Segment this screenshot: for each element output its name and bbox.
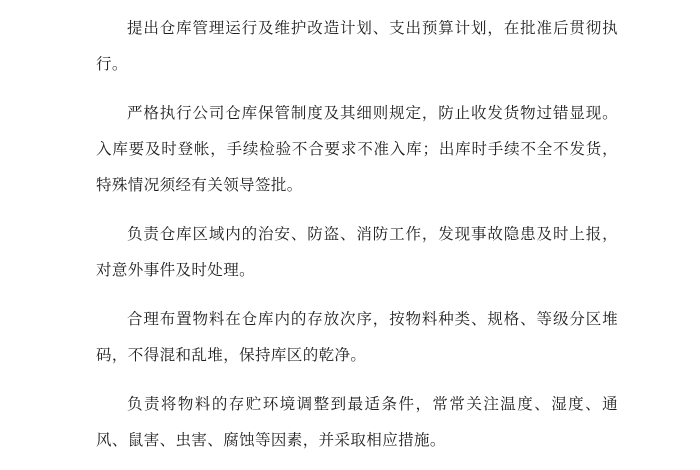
- paragraph-5: 负责将物料的存贮环境调整到最适条件，常常关注温度、湿度、通风、鼠害、虫害、腐蚀等因素，并采取相应措施。: [96, 395, 618, 449]
- document-body: [96, 10, 618, 458]
- paragraph-4: 合理布置物料在仓库内的存放次序，按物料种类、规格、等级分区堆码，不得混和乱堆，保持库区的乾净。: [96, 310, 618, 364]
- paragraph-3: 负责仓库区域内的治安、防盗、消防工作，发现事故隐患及时上报，对意外事件及时处理。: [96, 225, 618, 279]
- paragraph-2: 严格执行公司仓库保管制度及其细则规定，防止收发货物过错显现。入库要及时登帐，手续检验不合要求不准入库；出库时手续不全不发货，特殊情况须经有关领导签批。: [96, 104, 618, 194]
- paragraph-1: 提出仓库管理运行及维护改造计划、支出预算计划，在批准后贯彻执行。: [96, 19, 618, 73]
